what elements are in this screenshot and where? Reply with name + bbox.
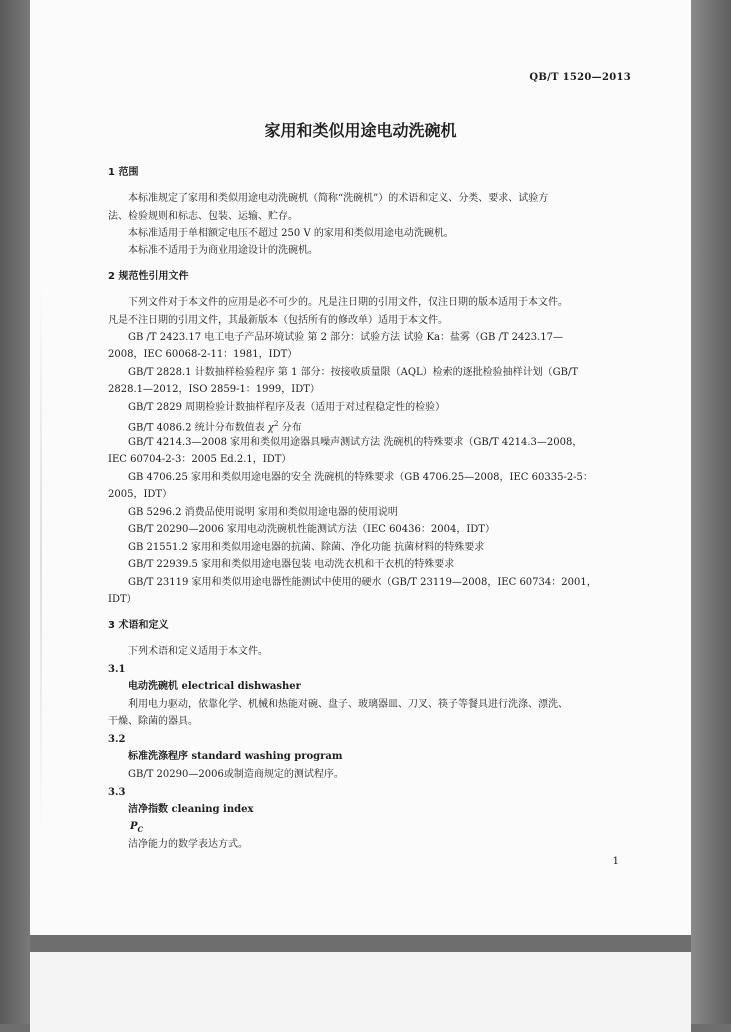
- reference-4-tail: 分布: [278, 422, 302, 434]
- viewer-left-edge: [0, 0, 30, 1024]
- s2-intro-a: 下列文件对于本文件的应用是必不可少的。凡是注日期的引用文件，仅注日期的版本适用于本文件。: [128, 297, 568, 308]
- reference-5b: IEC 60704-2-3：2005 Ed.2.1，IDT）: [108, 454, 292, 465]
- term-3-1-title: 电动洗碗机 electrical dishwasher: [128, 681, 301, 692]
- standard-number: QB/T 1520—2013: [529, 72, 631, 83]
- s1-paragraph-2: 本标准适用于单相额定电压不超过 250 V 的家用和类似用途电动洗碗机。: [128, 228, 454, 239]
- reference-6a: GB 4706.25 家用和类似用途电器的安全 洗碗机的特殊要求（GB 4706.25—2008，IEC 60335-2-5：: [128, 472, 593, 483]
- reference-8: GB/T 20290—2006 家用电动洗碗机性能测试方法（IEC 60436：2004，IDT）: [128, 524, 495, 535]
- reference-11b: IDT）: [108, 594, 137, 605]
- reference-1a: GB /T 2423.17 电工电子产品环境试验 第 2 部分：试验方法 试验 Ka：盐雾（GB /T 2423.17—: [128, 332, 564, 343]
- reference-5a: GB/T 4214.3—2008 家用和类似用途器具噪声测试方法 洗碗机的特殊要求（GB/T 4214.3—2008，: [128, 437, 583, 448]
- chi-symbol: χ: [267, 422, 274, 434]
- section-2-heading: 2 规范性引用文件: [108, 271, 189, 282]
- term-3-3-symbol: [130, 820, 143, 836]
- section-3-heading: 3 术语和定义: [108, 620, 169, 631]
- reference-3: GB/T 2829 周期检验计数抽样程序及表（适用于对过程稳定性的检验）: [128, 402, 446, 413]
- s1-paragraph-1a: 本标准规定了家用和类似用途电动洗碗机（简称“洗碗机”）的术语和定义、分类、要求、试验方: [128, 193, 549, 204]
- term-3-2-number: 3.2: [108, 734, 126, 745]
- term-3-2-definition: GB/T 20290—2006或制造商规定的测试程序。: [128, 769, 344, 780]
- term-3-1-definition-b: 干燥、除菌的器具。: [108, 716, 198, 727]
- s1-paragraph-1b: 法、检验规则和标志、包装、运输、贮存。: [108, 211, 298, 222]
- reference-11a: GB/T 23119 家用和类似用途电器性能测试中使用的硬水（GB/T 23119—2008，IEC 60734：2001，: [128, 577, 597, 588]
- term-3-1-number: 3.1: [108, 664, 126, 675]
- symbol-subscript: C: [137, 825, 144, 834]
- reference-2b: 2828.1—2012，ISO 2859-1：1999，IDT）: [108, 384, 320, 395]
- s2-intro-b: 凡是不注日期的引用文件，其最新版本（包括所有的修改单）适用于本文件。: [108, 315, 448, 326]
- term-3-1-definition-a: 利用电力驱动，依靠化学、机械和热能对碗、盘子、玻璃器皿、刀叉、筷子等餐具进行洗涤、漂洗、: [128, 699, 568, 710]
- term-3-3-title: 洁净指数 cleaning index: [128, 804, 254, 815]
- reference-10: GB/T 22939.5 家用和类似用途电器包装 电动洗衣机和干衣机的特殊要求: [128, 559, 455, 570]
- term-3-3-number: 3.3: [108, 787, 126, 798]
- document-title: 家用和类似用途电动洗碗机: [264, 121, 457, 140]
- reference-2a: GB/T 2828.1 计数抽样检验程序 第 1 部分：按接收质量限（AQL）检索的逐批检验抽样计划（GB/T: [128, 367, 579, 378]
- document-page: [30, 0, 691, 935]
- reference-1b: 2008，IEC 60068-2-11：1981，IDT）: [108, 349, 298, 360]
- reference-4: [128, 418, 302, 434]
- section-1-heading: 1 范围: [108, 167, 139, 178]
- term-3-2-title: 标准洗涤程序 standard washing program: [128, 751, 343, 762]
- reference-4-text: GB/T 4086.2 统计分布数值表: [128, 422, 268, 434]
- reference-9: GB 21551.2 家用和类似用途电器的抗菌、除菌、净化功能 抗菌材料的特殊要求: [128, 542, 485, 553]
- symbol-main: P: [130, 821, 138, 832]
- s3-intro: 下列术语和定义适用于本文件。: [128, 646, 268, 657]
- next-page-preview: [30, 952, 691, 1032]
- chi-exponent: 2: [273, 420, 279, 428]
- viewer-scrollbar[interactable]: [691, 0, 731, 1024]
- s1-paragraph-3: 本标准不适用于为商业用途设计的洗碗机。: [128, 245, 318, 256]
- reference-7: GB 5296.2 消费品使用说明 家用和类似用途电器的使用说明: [128, 507, 398, 518]
- reference-6b: 2005，IDT）: [108, 489, 173, 500]
- term-3-3-definition: 洁净能力的数学表达方式。: [128, 839, 248, 850]
- page-number: 1: [612, 856, 619, 867]
- page-binding-shadow: [40, 280, 42, 840]
